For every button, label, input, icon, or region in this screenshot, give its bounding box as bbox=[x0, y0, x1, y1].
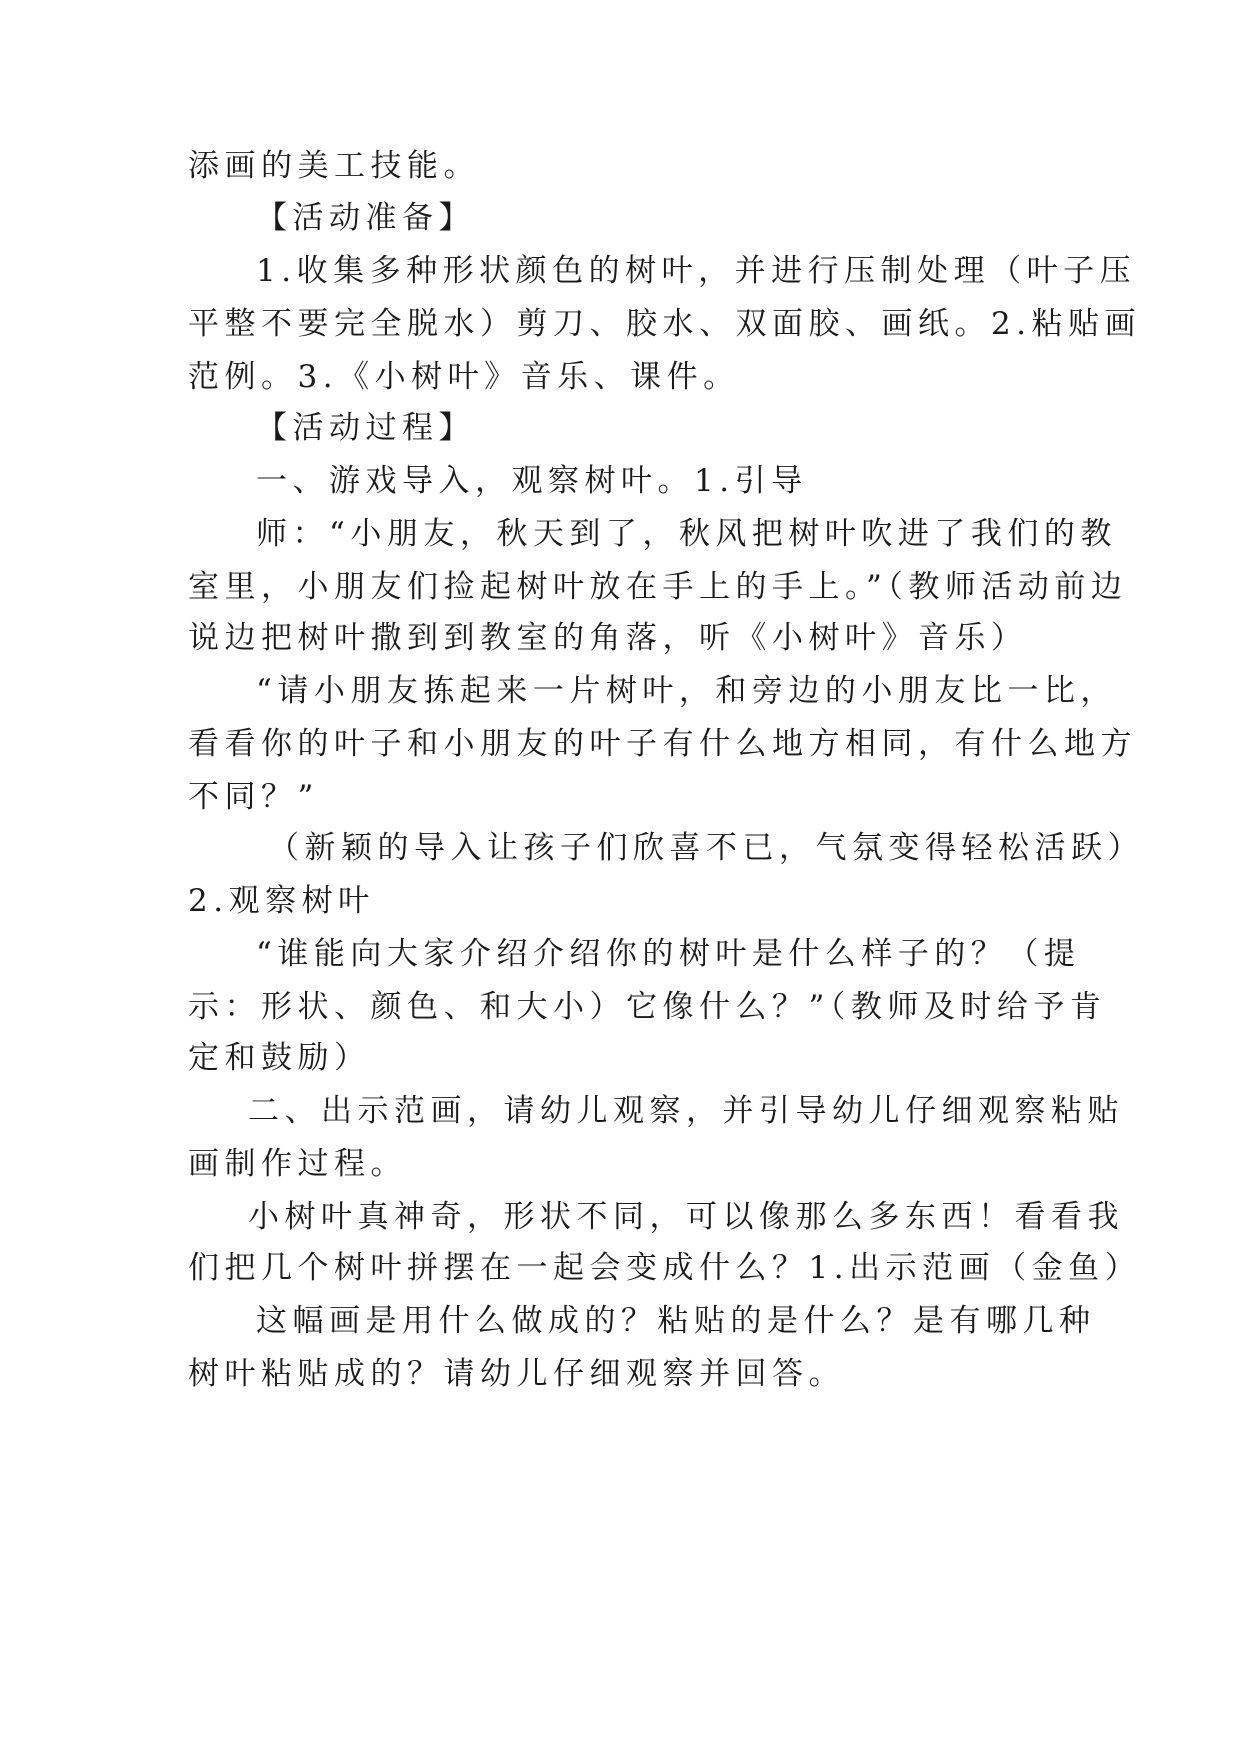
text-line: 定和鼓励） bbox=[188, 1040, 371, 1076]
text-line: 2.观察树叶 bbox=[188, 883, 375, 919]
text-line: （新颖的导入让孩子们欣喜不已，气氛变得轻松活跃） bbox=[268, 830, 1144, 866]
text-line: 平整不要完全脱水）剪刀、胶水、双面胶、画纸。2.粘贴画 bbox=[188, 306, 1142, 342]
section-heading-process: 【活动过程】 bbox=[256, 410, 475, 446]
text-line: 不同？” bbox=[188, 779, 319, 815]
text-line: “请小朋友拣起来一片树叶，和旁边的小朋友比一比， bbox=[256, 673, 1117, 709]
text-line: 1.收集多种形状颜色的树叶，并进行压制处理（叶子压 bbox=[256, 253, 1137, 289]
text-line: 二、出示范画，请幼儿观察，并引导幼儿仔细观察粘贴 bbox=[248, 1093, 1124, 1129]
text-line: 示：形状、颜色、和大小）它像什么？”（教师及时给予肯 bbox=[188, 989, 1107, 1025]
text-line: 画制作过程。 bbox=[188, 1146, 407, 1182]
text-line: “谁能向大家介绍介绍你的树叶是什么样子的？（提 bbox=[256, 936, 1081, 972]
text-line: 们把几个树叶拼摆在一起会变成什么？1.出示范画（金鱼） bbox=[188, 1250, 1142, 1286]
text-line: 一、游戏导入，观察树叶。1.引导 bbox=[256, 463, 808, 499]
text-line: 室里，小朋友们捡起树叶放在手上的手上。”（教师活动前边 bbox=[188, 569, 1128, 605]
text-line: 小树叶真神奇，形状不同，可以像那么多东西！看看我 bbox=[248, 1199, 1124, 1235]
text-line: 看看你的叶子和小朋友的叶子有什么地方相同，有什么地方 bbox=[188, 726, 1137, 762]
text-line: 说边把树叶撒到到教室的角落，听《小树叶》音乐） bbox=[188, 620, 1028, 656]
text-line: 师：“小朋友，秋天到了，秋风把树叶吹进了我们的教 bbox=[256, 516, 1117, 552]
text-line: 范例。3.《小树叶》音乐、课件。 bbox=[188, 359, 740, 395]
text-line: 添画的美工技能。 bbox=[188, 148, 480, 184]
text-line: 树叶粘贴成的？请幼儿仔细观察并回答。 bbox=[188, 1356, 845, 1392]
section-heading-preparation: 【活动准备】 bbox=[256, 200, 475, 236]
text-line: 这幅画是用什么做成的？粘贴的是什么？是有哪几种 bbox=[256, 1303, 1096, 1339]
